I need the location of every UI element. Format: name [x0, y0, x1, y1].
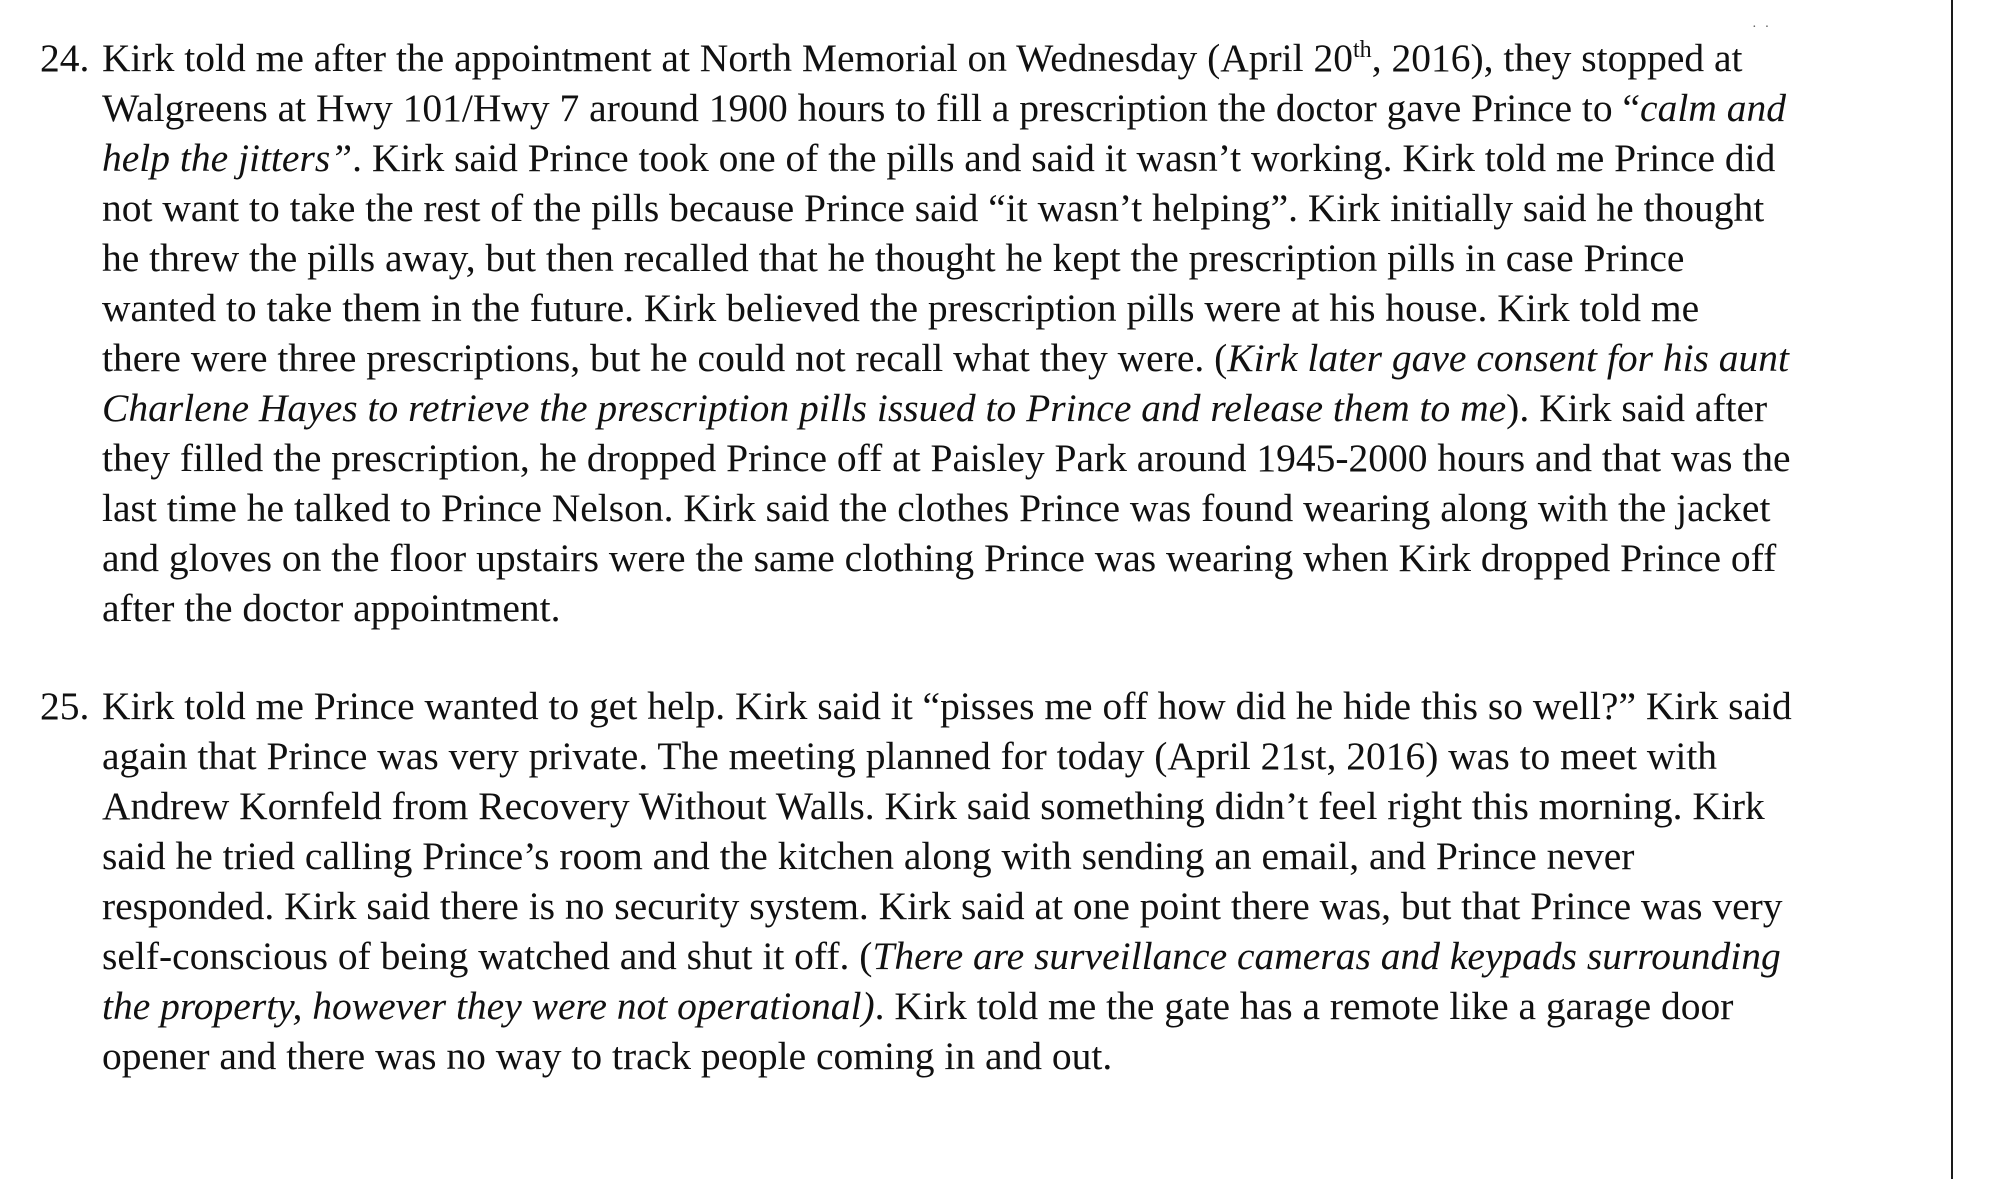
text-line — [102, 533, 1950, 583]
text-run: there were three prescriptions, but he could not recall what they were. ( — [102, 336, 1228, 380]
text-run: last time he talked to Prince Nelson. Kirk said the clothes Prince was found wearing along with the jacket — [102, 486, 1771, 530]
italic-text: calm and — [1640, 86, 1786, 130]
text-line — [102, 133, 1950, 183]
text-run: again that Prince was very private. The meeting planned for today (April 21st, 2016) was to meet with — [102, 734, 1718, 778]
text-run: after the doctor appointment. — [102, 586, 561, 630]
text-run: he threw the pills away, but then recalled that he thought he kept the prescription pills in case Prince — [102, 236, 1685, 280]
paragraph-body — [40, 33, 1950, 633]
text-line — [102, 333, 1950, 383]
text-line — [102, 483, 1950, 533]
italic-text: Charlene Hayes to retrieve the prescription pills issued to Prince and release them to me — [102, 386, 1507, 430]
text-line — [102, 83, 1950, 133]
text-run: , 2016), they stopped at — [1371, 36, 1743, 80]
text-line — [102, 433, 1950, 483]
text-run: wanted to take them in the future. Kirk believed the prescription pills were at his house. Kirk told me — [102, 286, 1700, 330]
text-run: Kirk told me after the appointment at North Memorial on Wednesday (April 20 — [102, 36, 1354, 80]
paragraph-25 — [40, 681, 1950, 1081]
text-line — [102, 831, 1950, 881]
text-line — [102, 881, 1950, 931]
text-line — [102, 931, 1950, 981]
text-line — [102, 681, 1950, 731]
paragraph-body — [40, 681, 1950, 1081]
italic-text: help the jitters” — [102, 136, 353, 180]
paragraph-number: 25. — [40, 684, 90, 728]
text-run: and gloves on the floor upstairs were the same clothing Prince was wearing when Kirk dropped Prince off — [102, 536, 1777, 580]
text-run: said he tried calling Prince’s room and the kitchen along with sending an email, and Prince never — [102, 834, 1635, 878]
text-line — [102, 183, 1950, 233]
text-line — [102, 283, 1950, 333]
paragraph-number: 24. — [40, 36, 90, 80]
page-border-line — [1951, 0, 1953, 1179]
text-run: ). Kirk said after — [1506, 386, 1768, 430]
text-run: . Kirk told me the gate has a remote like a garage door — [874, 984, 1734, 1028]
text-run: Walgreens at Hwy 101/Hwy 7 around 1900 hours to fill a prescription the doctor gave Prince to “ — [102, 86, 1641, 130]
text-run: responded. Kirk said there is no security system. Kirk said at one point there was, but that Prince was very — [102, 884, 1783, 928]
text-line — [102, 781, 1950, 831]
superscript-text: th — [1353, 36, 1372, 63]
italic-text: Kirk later gave consent for his aunt — [1227, 336, 1790, 380]
scan-specks: ·· — [1752, 20, 1778, 35]
paragraph-24 — [40, 33, 1950, 633]
text-line — [102, 731, 1950, 781]
text-line — [102, 383, 1950, 433]
text-line — [102, 583, 1950, 633]
italic-text: the property, however they were not operational) — [102, 984, 875, 1028]
text-line — [102, 33, 1950, 83]
text-run: . Kirk said Prince took one of the pills and said it wasn’t working. Kirk told me Prince did — [352, 136, 1776, 180]
text-run: self-conscious of being watched and shut it off. ( — [102, 934, 873, 978]
text-line — [102, 233, 1950, 283]
text-run: they filled the prescription, he dropped Prince off at Paisley Park around 1945-2000 hours and that was the — [102, 436, 1791, 480]
text-run: not want to take the rest of the pills because Prince said “it wasn’t helping”. Kirk initially said he thought — [102, 186, 1765, 230]
text-run: opener and there was no way to track people coming in and out. — [102, 1034, 1113, 1078]
text-run: Kirk told me Prince wanted to get help. Kirk said it “pisses me off how did he hide this so well?” Kirk said — [102, 684, 1792, 728]
italic-text: There are surveillance cameras and keypads surrounding — [872, 934, 1781, 978]
text-run: Andrew Kornfeld from Recovery Without Walls. Kirk said something didn’t feel right this morning. Kirk — [102, 784, 1765, 828]
text-line — [102, 981, 1950, 1031]
text-line — [102, 1031, 1950, 1081]
